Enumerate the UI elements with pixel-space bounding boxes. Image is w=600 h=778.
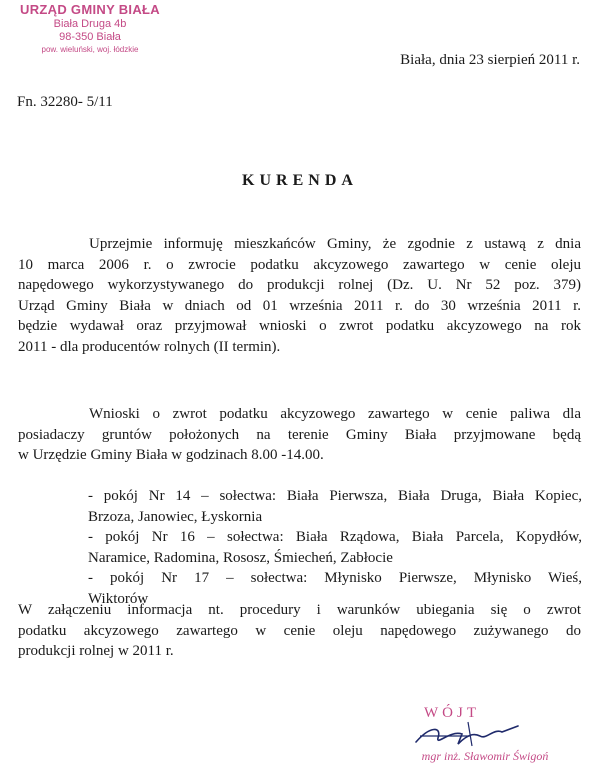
room-list-line: Wiktorów (88, 590, 149, 607)
text-line: 2011 - dla producentów rolnych (II termin). (18, 338, 281, 355)
text-line: w Urzędzie Gminy Biała w godzinach 8.00 -14.00. (18, 447, 324, 463)
paragraph-applications (18, 404, 581, 466)
paragraph-attachment (18, 600, 581, 662)
signature-name: mgr inż. Sławomir Świgoń (421, 749, 549, 763)
stamp-address-line3: pow. wieluński, woj. łódzkie (41, 45, 139, 54)
office-stamp (2, 2, 178, 56)
text-line: Wnioski o zwrot podatku akcyzowego zawartego w cenie paliwa dla (89, 406, 581, 422)
text-line: Uprzejmie informuję mieszkańców Gminy, że zgodnie z ustawą z dnia (89, 236, 581, 252)
text-line: W załączeniu informacja nt. procedury i warunków ubiegania się o zwrot (18, 602, 581, 618)
stamp-title: URZĄD GMINY BIAŁA (20, 2, 160, 17)
text-line: podatku akcyzowego zawartego w cenie oleju napędowego zużywanego do (18, 622, 581, 639)
room-list-line: - pokój Nr 14 – sołectwa: Biała Pierwsza, Biała Druga, Biała Kopiec, (88, 488, 582, 504)
rooms-list (88, 486, 582, 609)
text-line: napędowego wykorzystywanego do produkcji rolnej (Dz. U. Nr 52 poz. 379) (18, 277, 581, 293)
stamp-address-line1: Biała Druga 4b (53, 18, 127, 30)
text-line: posiadaczy gruntów położonych na terenie Gminy Biała przyjmowane będą (18, 426, 581, 443)
room-list-line: - pokój Nr 17 – sołectwa: Młynisko Pierwsze, Młynisko Wieś, (88, 570, 582, 586)
text-line: będzie wydawał oraz przyjmował wnioski o zwrot podatku akcyzowego na rok (18, 318, 581, 334)
signature-title: WÓJT (424, 705, 480, 721)
stamp-address-line2: 98-350 Biała (59, 31, 121, 43)
text-line: Urząd Gminy Biała w dniach od 01 września 2011 r. do 30 września 2011 r. (18, 297, 581, 314)
room-list-line: - pokój Nr 16 – sołectwa: Biała Rządowa, Biała Parcela, Kopydłów, (88, 529, 582, 545)
text-line: produkcji rolnej w 2011 r. (18, 643, 174, 659)
signature-block (380, 700, 590, 774)
document-heading: KURENDA (242, 172, 358, 189)
date-line: Biała, dnia 23 sierpień 2011 r. (400, 52, 580, 68)
paragraph-notice (18, 234, 581, 357)
reference-number: Fn. 32280- 5/11 (17, 94, 113, 110)
handwritten-signature (410, 716, 530, 750)
room-list-line: Naramice, Radomina, Rososz, Śmiecheń, Zabłocie (88, 549, 393, 566)
room-list-line: Brzoza, Janowiec, Łyskornia (88, 508, 263, 525)
text-line: 10 marca 2006 r. o zwrocie podatku akcyzowego zawartego w cenie oleju (18, 256, 581, 273)
